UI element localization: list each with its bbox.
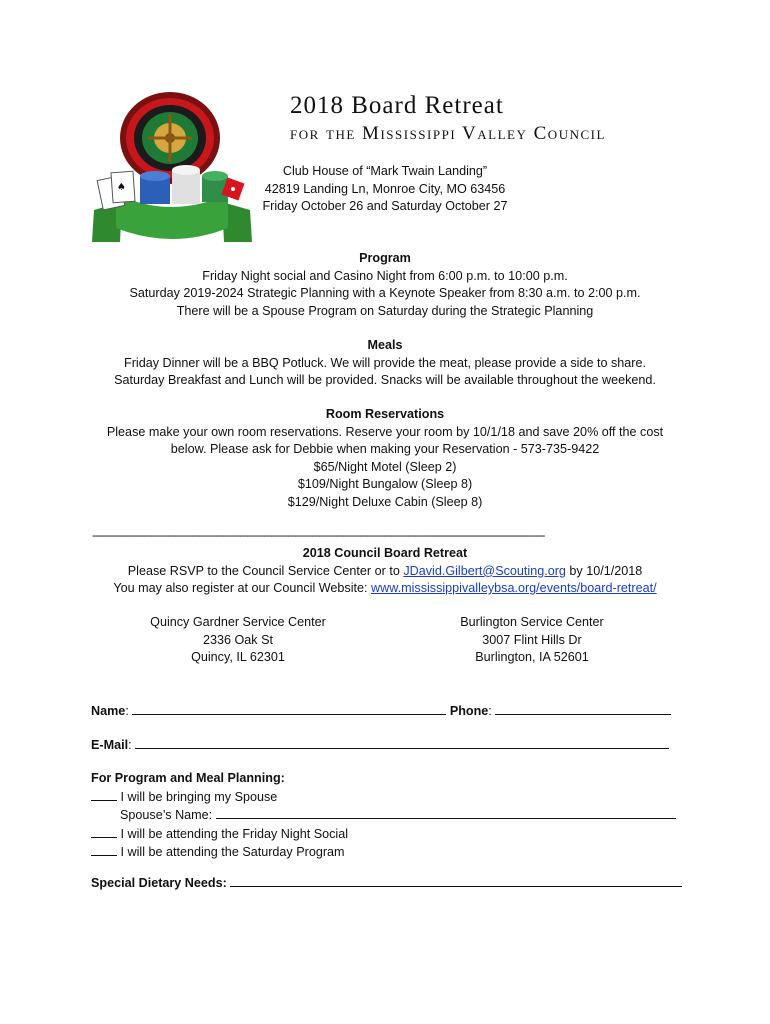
rsvp-section bbox=[0, 545, 770, 598]
email-row: E-Mail: bbox=[91, 736, 669, 755]
social-option-label: I will be attending the Friday Night Social bbox=[117, 826, 349, 841]
cut-line-divider: ------------------------------------------------------------------------------------------------------------------------------------------------------- bbox=[92, 528, 545, 542]
service-center-quincy bbox=[118, 614, 358, 667]
social-checkbox-line[interactable] bbox=[91, 825, 117, 838]
location-address: 42819 Landing Ln, Monroe City, MO 63456 bbox=[264, 181, 506, 196]
name-field[interactable] bbox=[132, 702, 446, 715]
name-phone-row: Name: Phone: bbox=[91, 702, 671, 721]
spouse-name-row bbox=[91, 806, 676, 825]
dietary-row bbox=[91, 874, 682, 893]
program-heading: Program bbox=[359, 251, 411, 265]
planning-section bbox=[91, 770, 676, 862]
location-venue: Club House of “Mark Twain Landing” bbox=[282, 164, 488, 178]
rooms-section bbox=[0, 406, 770, 512]
rsvp-text: Please RSVP to the Council Service Center or to bbox=[127, 563, 404, 578]
page-title: 2018 Board Retreat bbox=[290, 92, 504, 119]
phone-field[interactable] bbox=[495, 702, 671, 715]
spouse-name-label: Spouse’s Name: bbox=[120, 808, 216, 823]
phone-label: Phone bbox=[449, 704, 489, 718]
center-street: 3007 Flint Hills Dr bbox=[482, 632, 582, 647]
program-line: Friday Night social and Casino Night from 6:00 p.m. to 10:00 p.m. bbox=[202, 268, 568, 283]
rooms-heading: Room Reservations bbox=[325, 407, 445, 421]
meals-heading: Meals bbox=[367, 338, 403, 352]
spouse-checkbox-line[interactable] bbox=[91, 788, 117, 801]
room-rate: $129/Night Deluxe Cabin (Sleep 8) bbox=[287, 494, 483, 509]
rooms-line: Please make your own room reservations. Reserve your room by 10/1/18 and save 20% off the cost bbox=[106, 424, 664, 439]
center-name: Quincy Gardner Service Center bbox=[150, 615, 326, 629]
center-city: Quincy, IL 62301 bbox=[191, 650, 285, 665]
spouse-name-field[interactable] bbox=[216, 806, 676, 819]
rsvp-line bbox=[0, 563, 770, 581]
register-text: You may also register at our Council Website: bbox=[113, 581, 372, 596]
planning-heading: For Program and Meal Planning: bbox=[91, 771, 285, 785]
rsvp-deadline: by 10/1/2018 bbox=[565, 563, 643, 578]
rooms-line: below. Please ask for Debbie when making your Reservation - 573-735-9422 bbox=[170, 442, 600, 457]
spouse-option bbox=[91, 788, 676, 807]
center-city: Burlington, IA 52601 bbox=[475, 650, 589, 665]
spouse-option-label: I will be bringing my Spouse bbox=[117, 789, 278, 804]
rsvp-heading: 2018 Council Board Retreat bbox=[302, 546, 468, 560]
service-center-burlington bbox=[412, 614, 652, 667]
page-subtitle: for the Mississippi Valley Council bbox=[290, 123, 606, 144]
council-website-link[interactable]: www.mississippivalleybsa.org/events/board-retreat/ bbox=[371, 581, 657, 596]
location-dates: Friday October 26 and Saturday October 27 bbox=[262, 199, 508, 214]
program-checkbox-line[interactable] bbox=[91, 843, 117, 856]
program-section bbox=[0, 250, 770, 320]
program-option bbox=[91, 843, 676, 862]
social-option bbox=[91, 825, 676, 844]
dietary-label: Special Dietary Needs: bbox=[91, 876, 231, 890]
location-block bbox=[0, 163, 770, 216]
program-line: There will be a Spouse Program on Saturday during the Strategic Planning bbox=[176, 303, 594, 318]
program-option-label: I will be attending the Saturday Program bbox=[117, 845, 345, 860]
meals-line: Friday Dinner will be a BBQ Potluck. We will provide the meat, please provide a side to share. bbox=[124, 355, 646, 370]
center-street: 2336 Oak St bbox=[202, 632, 273, 647]
program-line: Saturday 2019-2024 Strategic Planning with a Keynote Speaker from 8:30 a.m. to 2:00 p.m. bbox=[129, 286, 641, 301]
rsvp-email-link[interactable]: JDavid.Gilbert@Scouting.org bbox=[403, 563, 566, 578]
email-field[interactable] bbox=[135, 736, 669, 749]
room-rate: $65/Night Motel (Sleep 2) bbox=[313, 459, 457, 474]
room-rate: $109/Night Bungalow (Sleep 8) bbox=[297, 477, 473, 492]
center-name: Burlington Service Center bbox=[460, 615, 604, 629]
meals-line: Saturday Breakfast and Lunch will be provided. Snacks will be available throughout the weekend. bbox=[114, 373, 656, 388]
dietary-field[interactable] bbox=[230, 874, 682, 887]
email-label: E-Mail bbox=[91, 738, 129, 752]
register-line bbox=[0, 580, 770, 598]
meals-section bbox=[0, 337, 770, 390]
name-label: Name bbox=[91, 704, 126, 718]
svg-text:♠: ♠ bbox=[117, 182, 126, 193]
